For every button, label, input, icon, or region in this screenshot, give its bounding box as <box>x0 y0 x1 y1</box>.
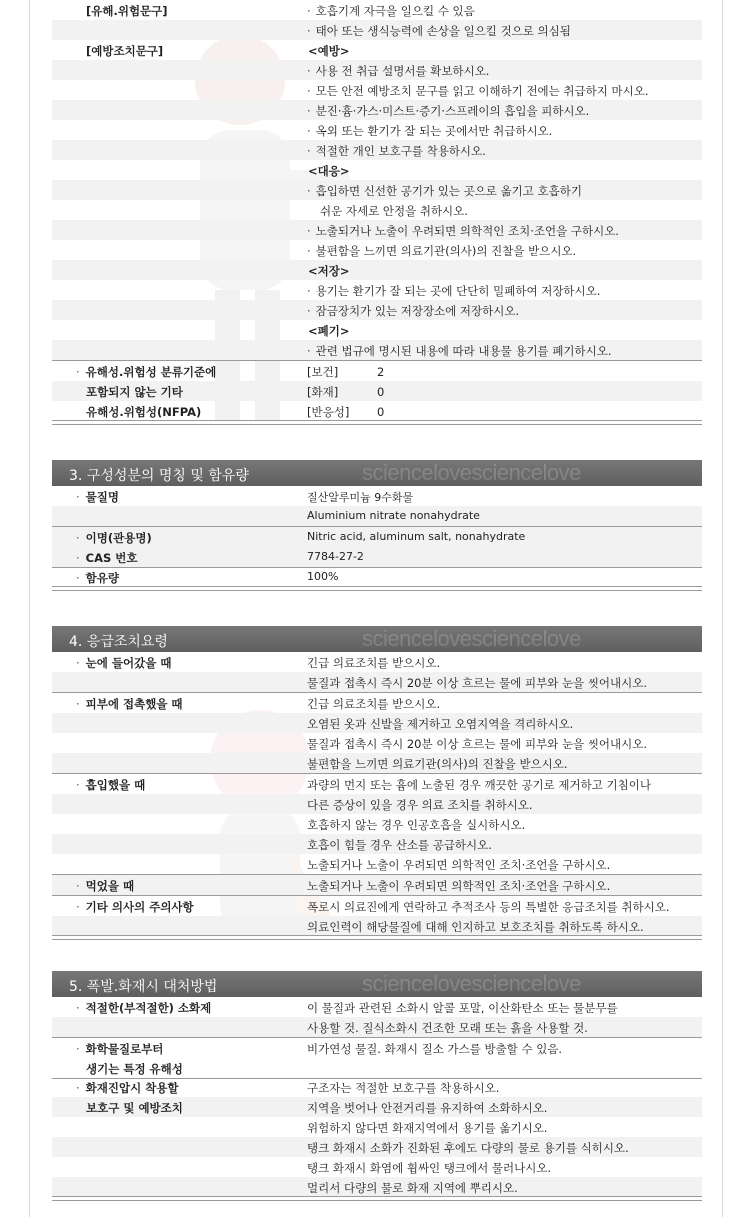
hazard-item: 태아 또는 생식능력에 손상을 일으킬 것으로 의심됨 <box>315 24 571 38</box>
response-item: 흡입하면 신선한 공기가 있는 곳으로 옮기고 호흡하기 <box>315 184 582 198</box>
synonym-value: Nitric acid, aluminum salt, nonahydrate <box>307 530 526 543</box>
content-value: 100% <box>307 570 339 583</box>
protective-gear-item: 구조자는 적절한 보호구를 착용하시오. <box>307 1081 500 1095</box>
hazard-statement-label: [유해.위험문구] <box>86 4 168 18</box>
specific-hazard-item: 비가연성 물질. 화재시 질소 가스를 방출할 수 있음. <box>307 1042 563 1056</box>
doctor-notes-item: 폭로시 의료진에게 연락하고 추적조사 등의 특별한 응급조치를 취하시오. <box>307 900 670 914</box>
cas-number-label: CAS 번호 <box>85 551 138 565</box>
section-divider <box>52 586 702 591</box>
section-watermark: sciencelovesciencelove <box>362 626 581 651</box>
section-divider <box>52 1196 702 1201</box>
response-item: 불편함을 느끼면 의료기관(의사)의 진찰을 받으시오. <box>315 244 577 258</box>
response-item-continued: 쉬운 자세로 안정을 취하시오. <box>320 204 468 218</box>
substance-name-en: Aluminium nitrate nonahydrate <box>307 509 480 522</box>
extinguishing-media-item: 사용할 것. 질식소화시 건조한 모래 또는 흙을 사용할 것. <box>307 1021 588 1035</box>
nfpa-reactivity-label: [반응성] <box>307 405 350 419</box>
content-label: 함유량 <box>85 571 119 585</box>
substance-name-ko: 질산알루미늄 9수화물 <box>307 491 414 504</box>
specific-hazard-label-2: 생기는 특정 유해성 <box>86 1062 183 1076</box>
prevention-heading: <예방> <box>308 44 350 58</box>
protective-gear-label-2: 보호구 및 예방조치 <box>86 1101 183 1115</box>
other-hazard-label: 유해성.위험성 분류기준에 <box>85 365 217 379</box>
section-title: 3. 구성성분의 명칭 및 함유량 <box>69 468 249 484</box>
doctor-notes-label: 기타 의사의 주의사항 <box>85 900 194 914</box>
hazard-item: 호흡기계 자극을 일으킬 수 있음 <box>315 4 475 18</box>
storage-item: 잠금장치가 있는 저장장소에 저장하시오. <box>315 304 520 318</box>
section-title: 5. 폭발.화재시 대처방법 <box>69 979 218 995</box>
nfpa-fire-label: [화재] <box>307 385 339 399</box>
precaution-statement-label: [예방조치문구] <box>86 44 164 58</box>
eye-contact-label: 눈에 들어갔을 때 <box>85 656 172 670</box>
protective-gear-item: 멀리서 다량의 물로 화재 지역에 뿌리시오. <box>307 1181 518 1195</box>
inhalation-item: 호흡하지 않는 경우 인공호흡을 실시하시오. <box>307 818 526 832</box>
other-hazard-label-2: 포함되지 않는 기타 <box>86 385 183 399</box>
section-5-header <box>52 971 702 997</box>
protective-gear-label: 화재진압시 착용할 <box>85 1081 179 1095</box>
inhalation-item: 호흡이 힘들 경우 산소를 공급하시오. <box>307 838 492 852</box>
section-watermark: sciencelovesciencelove <box>362 460 581 485</box>
inhalation-label: 흡입했을 때 <box>85 778 146 792</box>
section-divider <box>52 935 702 940</box>
specific-hazard-label: 화학물질로부터 <box>85 1042 164 1056</box>
disposal-heading: <폐기> <box>308 324 350 338</box>
nfpa-health-value: 2 <box>377 365 385 379</box>
prevention-item: 사용 전 취급 설명서를 확보하시오. <box>315 64 490 78</box>
disposal-item: 관련 법규에 명시된 내용에 따라 내용물 용기를 폐기하시오. <box>315 344 612 358</box>
inhalation-item: 다른 증상이 있을 경우 의료 조치를 취하시오. <box>307 798 533 812</box>
nfpa-fire-value: 0 <box>377 385 385 399</box>
storage-heading: <저장> <box>308 264 350 278</box>
inhalation-item: 노출되거나 노출이 우려되면 의학적인 조치·조언을 구하시오. <box>307 858 611 872</box>
protective-gear-item: 지역을 벗어나 안전거리를 유지하여 소화하시오. <box>307 1101 548 1115</box>
response-heading: <대응> <box>308 164 350 178</box>
ingestion-label: 먹었을 때 <box>85 879 135 893</box>
cas-number-value: 7784-27-2 <box>307 550 364 563</box>
protective-gear-item: 탱크 화재시 소화가 진화된 후에도 다량의 물로 용기를 식히시오. <box>307 1141 629 1155</box>
extinguishing-media-label: 적절한(부적절한) 소화제 <box>85 1001 212 1015</box>
section-watermark: sciencelovesciencelove <box>362 971 581 996</box>
section-4-header <box>52 626 702 652</box>
nfpa-health-label: [보건] <box>307 365 339 379</box>
skin-contact-item: 긴급 의료조치를 받으시오. <box>307 697 441 711</box>
prevention-item: 적절한 개인 보호구를 착용하시오. <box>315 144 486 158</box>
nfpa-reactivity-value: 0 <box>377 405 385 419</box>
skin-contact-item: 오염된 옷과 신발을 제거하고 오염지역을 격리하시오. <box>307 717 574 731</box>
skin-contact-item: 불편함을 느끼면 의료기관(의사)의 진찰을 받으시오. <box>307 757 568 771</box>
eye-contact-item: 긴급 의료조치를 받으시오. <box>307 656 441 670</box>
prevention-item: 옥외 또는 환기가 잘 되는 곳에서만 취급하시오. <box>315 124 553 138</box>
doctor-notes-item: 의료인력이 해당물질에 대해 인지하고 보호조치를 취하도록 하시오. <box>307 920 644 934</box>
skin-contact-item: 물질과 접촉시 즉시 20분 이상 흐르는 물에 피부와 눈을 씻어내시오. <box>307 737 648 751</box>
section-3-header <box>52 460 702 486</box>
inhalation-item: 과량의 먼지 또는 흄에 노출된 경우 깨끗한 공기로 제거하고 기침이나 <box>307 778 651 792</box>
substance-name-label: 물질명 <box>85 490 119 504</box>
storage-item: 용기는 환기가 잘 되는 곳에 단단히 밀폐하여 저장하시오. <box>315 284 601 298</box>
protective-gear-item: 위험하지 않다면 화재지역에서 용기를 옮기시오. <box>307 1121 548 1135</box>
prevention-item: 분진·흄·가스·미스트·증기·스프레이의 흡입을 피하시오. <box>315 104 590 118</box>
response-item: 노출되거나 노출이 우려되면 의학적인 조치·조언을 구하시오. <box>315 224 619 238</box>
skin-contact-label: 피부에 접촉했을 때 <box>85 697 183 711</box>
protective-gear-item: 탱크 화재시 화염에 휩싸인 탱크에서 물러나시오. <box>307 1161 552 1175</box>
ingestion-item: 노출되거나 노출이 우려되면 의학적인 조치·조언을 구하시오. <box>307 879 611 893</box>
section-divider <box>52 420 702 425</box>
eye-contact-item: 물질과 접촉시 즉시 20분 이상 흐르는 물에 피부와 눈을 씻어내시오. <box>307 676 648 690</box>
synonym-label: 이명(관용명) <box>85 531 152 545</box>
extinguishing-media-item: 이 물질과 관련된 소화시 알콜 포말, 이산화탄소 또는 물분무를 <box>307 1001 618 1015</box>
section-title: 4. 응급조치요령 <box>69 634 168 650</box>
prevention-item: 모든 안전 예방조치 문구를 읽고 이해하기 전에는 취급하지 마시오. <box>315 84 649 98</box>
nfpa-label: 유해성.위험성(NFPA) <box>86 405 202 419</box>
